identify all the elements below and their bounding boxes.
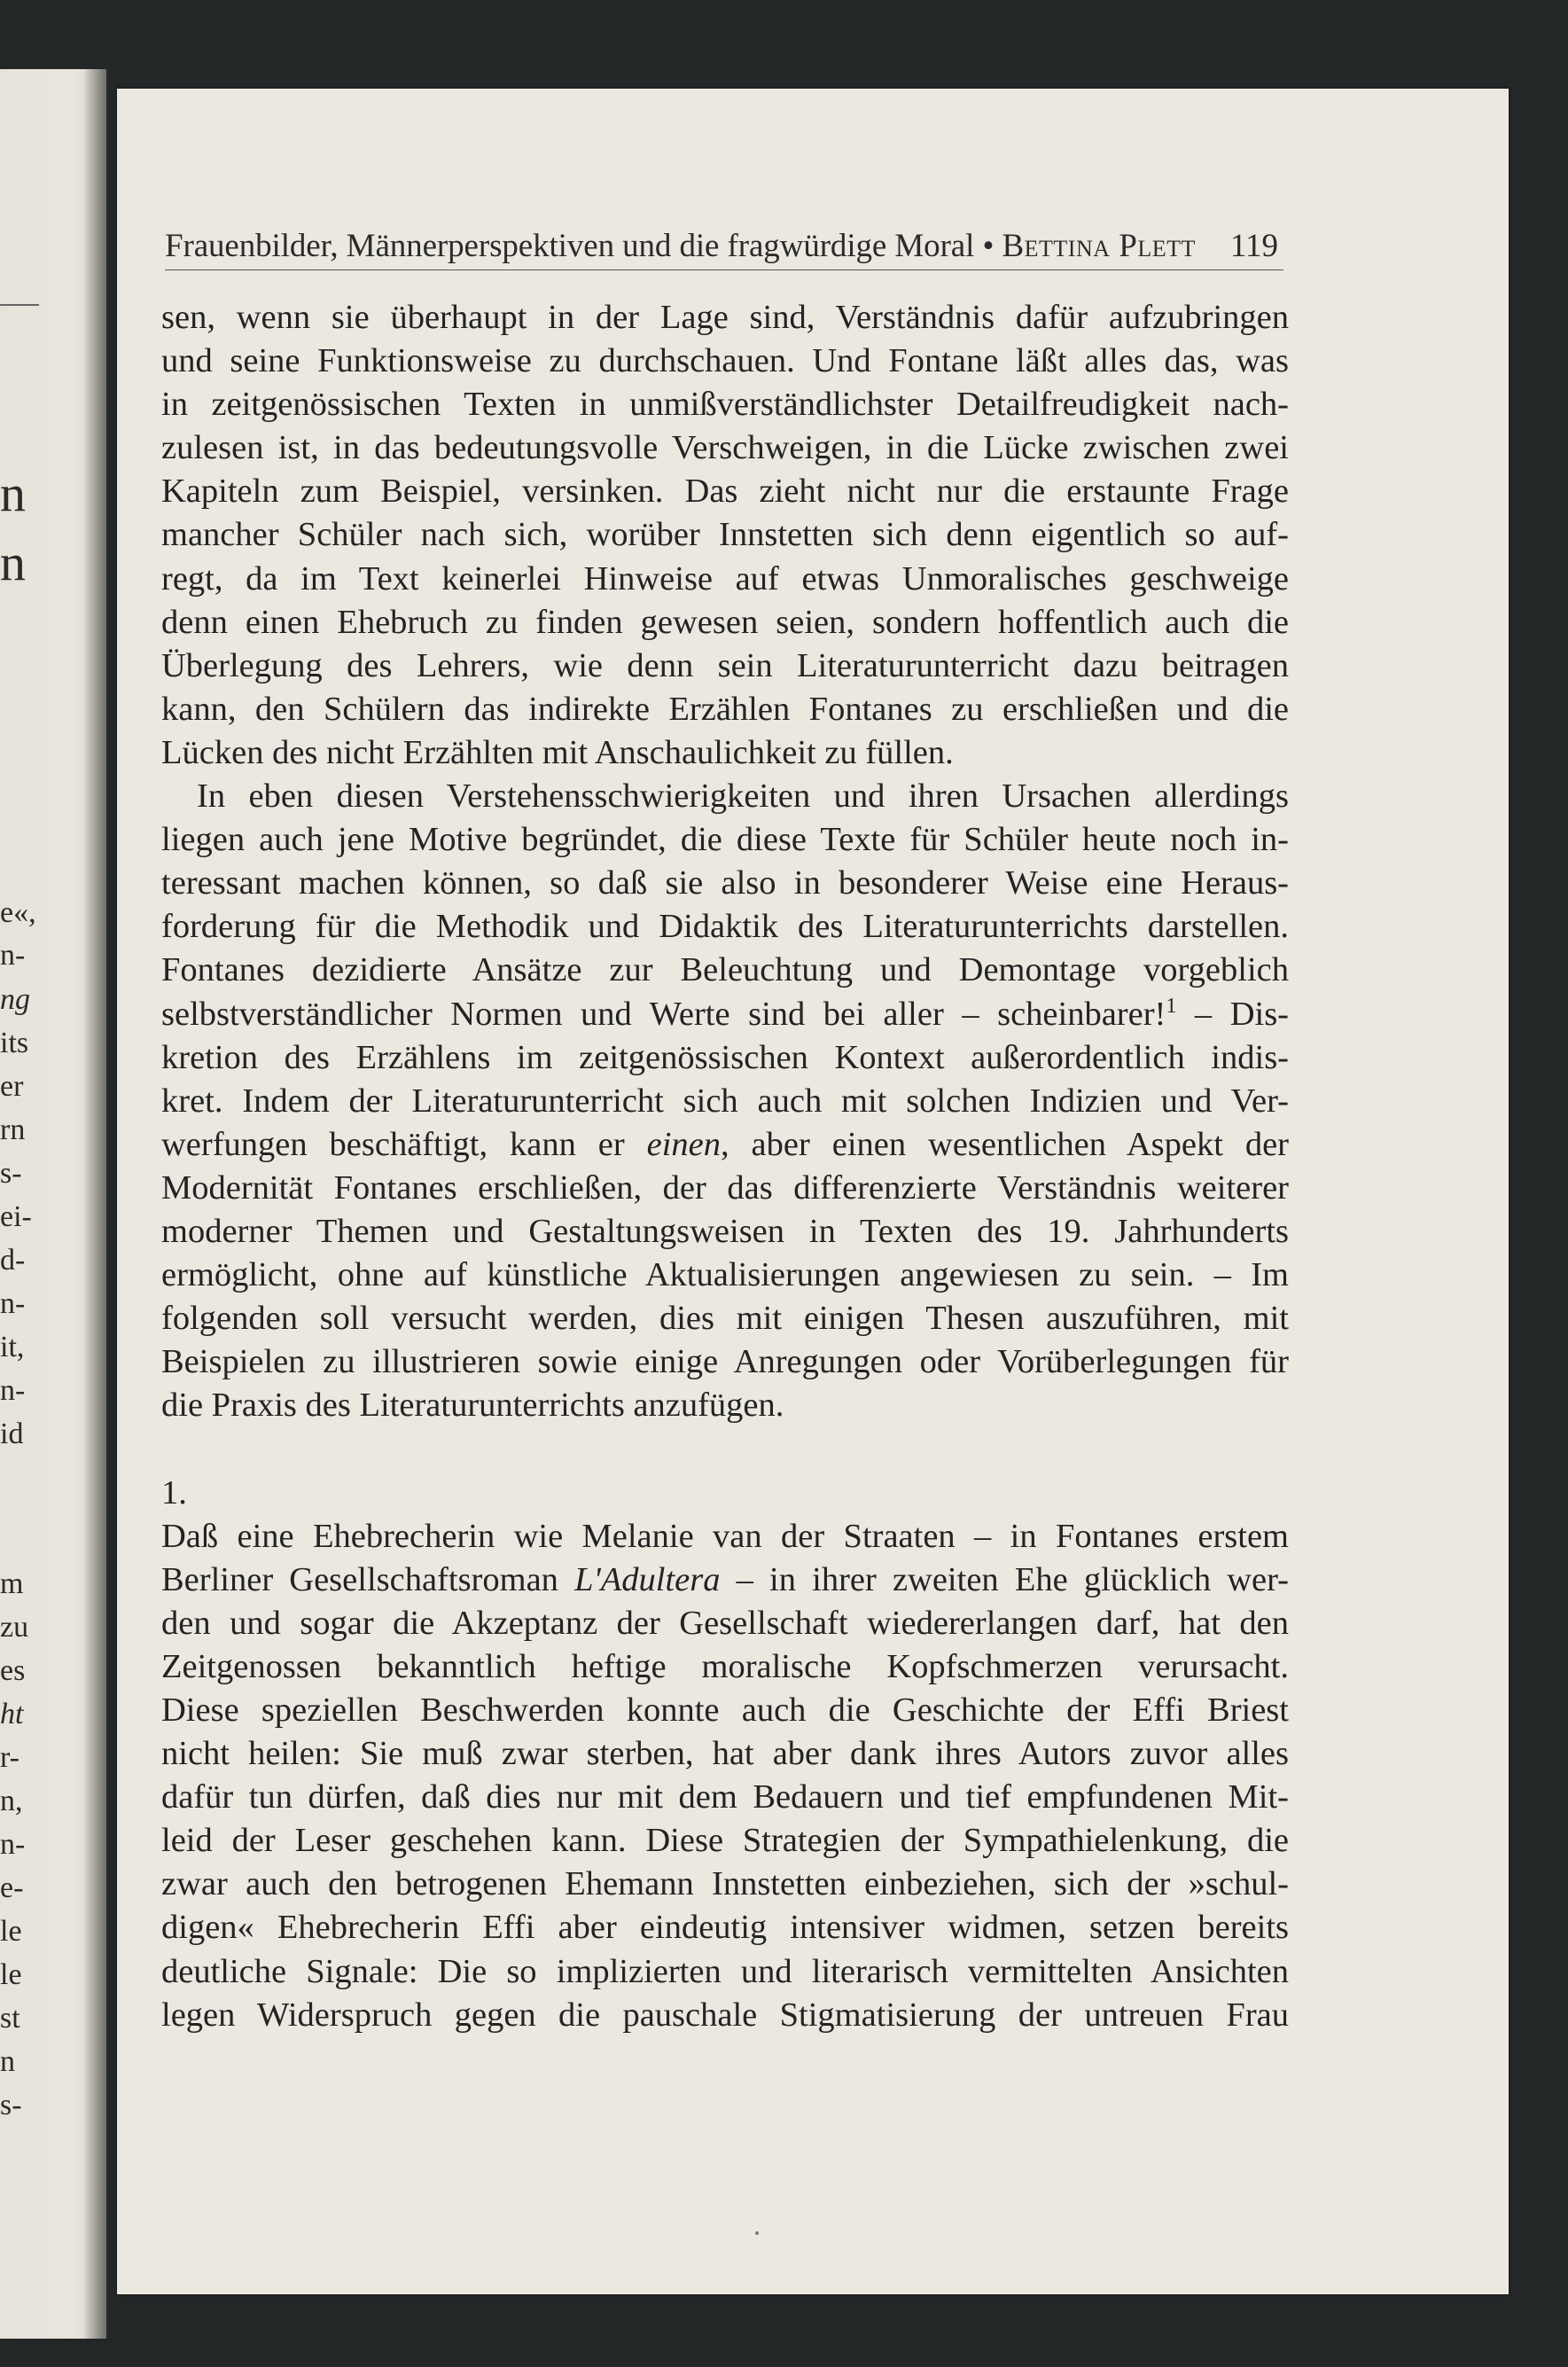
text-line: [161, 1123, 1289, 1167]
facing-page-fragment: n,: [0, 1785, 23, 1817]
text-line: kret. Indem der Literaturunterricht sich auch mit solchen Indizien und Ver-: [161, 1082, 1289, 1120]
body-text: [161, 296, 1289, 2037]
text-segment: – in ihrer zweiten Ehe glücklich wer-: [720, 1560, 1290, 1598]
text-line: In eben diesen Verstehensschwierigkeiten und ihren Ursachen allerdings: [197, 777, 1289, 816]
text-line: Modernität Fontanes erschließen, der das differenzierte Verständnis weiterer: [161, 1168, 1289, 1207]
facing-page-fragment: ht: [0, 1698, 24, 1730]
paragraph-2: [161, 775, 1289, 1427]
text-line: den und sogar die Akzeptanz der Gesellschaft wiedererlangen darf, hat den: [161, 1604, 1289, 1642]
text-line: [161, 1558, 1289, 1602]
footnote-marker[interactable]: 1: [1166, 994, 1177, 1018]
text-segment: – Dis-: [1176, 995, 1289, 1033]
facing-page-fragment: s-: [0, 1157, 22, 1190]
author-name: Bettina Plett: [1002, 228, 1196, 264]
facing-page-fragment: n-: [0, 939, 26, 972]
running-title: Frauenbilder, Männerperspektiven und die fragwürdige Moral: [165, 228, 975, 264]
facing-page-fragment: ei-: [0, 1200, 32, 1233]
text-line: in zeitgenössischen Texten in unmißverständlichster Detailfreudigkeit nach-: [161, 386, 1289, 424]
facing-page-fragment: its: [0, 1027, 29, 1059]
text-line: forderung für die Methodik und Didaktik des Literaturunterrichts darstellen.: [161, 908, 1289, 946]
text-line: folgenden soll versucht werden, dies mit einigen Thesen auszuführen, mit: [161, 1300, 1289, 1338]
paragraph-1: [161, 296, 1289, 775]
text-line: deutliche Signale: Die so implizierten und literarisch vermittelten Ansichten: [161, 1952, 1289, 1990]
text-line: Kapiteln zum Beispiel, versinken. Das zieht nicht nur die erstaunte Frage: [161, 473, 1289, 511]
text-line: [161, 993, 1289, 1036]
text-line: kretion des Erzählens im zeitgenössischen Kontext außerordentlich indis-: [161, 1038, 1289, 1076]
text-line: regt, da im Text keinerlei Hinweise auf etwas Unmoralisches geschweige: [161, 559, 1289, 598]
text-line: teressant machen können, so daß sie also in besonderer Weise eine Heraus-: [161, 864, 1289, 902]
text-line: dafür tun dürfen, daß dies nur mit dem Bedauern und tief empfundenen Mit-: [161, 1778, 1289, 1816]
text-segment: werfungen beschäftigt, kann er: [161, 1125, 647, 1163]
paragraph-3: [161, 1515, 1289, 2037]
facing-page-fragment: le: [0, 1958, 22, 1991]
text-line: und seine Funktionsweise zu durchschauen. Und Fontane läßt alles das, was: [161, 342, 1289, 380]
facing-page-fragment: es: [0, 1654, 26, 1687]
text-line: legen Widerspruch gegen die pauschale Stigmatisierung der untreuen Frau: [161, 1996, 1289, 2034]
text-line: digen« Ehebrecherin Effi aber eindeutig intensiver widmen, setzen bereits: [161, 1909, 1289, 1947]
text-line: die Praxis des Literaturunterrichts anzufügen.: [161, 1387, 784, 1425]
text-line: mancher Schüler nach sich, worüber Innstetten sich denn eigentlich so auf-: [161, 516, 1289, 554]
facing-page-fragment: zu: [0, 1611, 29, 1644]
facing-page-fragment: e«,: [0, 896, 36, 929]
paper-speck: [755, 2231, 759, 2235]
facing-page-rule: [0, 304, 39, 306]
facing-page-fragment: le: [0, 1915, 22, 1948]
facing-page-fragment: r-: [0, 1741, 20, 1774]
text-line: zwar auch den betrogenen Ehemann Innstetten einbeziehen, sich der »schul-: [161, 1865, 1289, 1903]
facing-page-fragment: st: [0, 2002, 20, 2035]
book-title-italic: L'Adultera: [574, 1560, 721, 1598]
italic-emphasis: einen: [646, 1125, 721, 1163]
header-separator: •: [982, 228, 995, 264]
facing-page-fragment: n: [0, 2045, 15, 2078]
text-line: nicht heilen: Sie muß zwar sterben, hat aber dank ihres Autors zuvor alles: [161, 1735, 1289, 1773]
text-line: zulesen ist, in das bedeutungsvolle Verschweigen, in die Lücke zwischen zwei: [161, 429, 1289, 467]
facing-page-fragment: id: [0, 1418, 24, 1450]
facing-page-fragment: n-: [0, 1287, 26, 1320]
text-line: ermöglicht, ohne auf künstliche Aktualisierungen angewiesen zu sein. – Im: [161, 1256, 1289, 1294]
text-line: Zeitgenossen bekanntlich heftige moralische Kopfschmerzen verursacht.: [161, 1647, 1289, 1685]
facing-page-fragment: d-: [0, 1244, 26, 1277]
facing-page-fragment: it,: [0, 1331, 25, 1363]
running-header-text: [165, 223, 1196, 270]
text-line: leid der Leser geschehen kann. Diese Strategien der Sympathielenkung, die: [161, 1822, 1289, 1860]
facing-page-fragment: n-: [0, 1374, 26, 1407]
section-spacer: [161, 1427, 1289, 1471]
book-page: [117, 89, 1509, 2294]
text-line: Fontanes dezidierte Ansätze zur Beleuchtung und Demontage vorgeblich: [161, 951, 1289, 989]
facing-page-fragment: m: [0, 1567, 24, 1600]
text-line: Überlegung des Lehrers, wie denn sein Literaturunterricht dazu beitragen: [161, 646, 1289, 684]
text-line: moderner Themen und Gestaltungsweisen in Texten des 19. Jahrhunderts: [161, 1212, 1289, 1250]
text-segment: Berliner Gesellschaftsroman: [161, 1560, 575, 1598]
text-line: Lücken des nicht Erzählten mit Anschaulichkeit zu füllen.: [161, 733, 954, 771]
text-line: Daß eine Ehebrecherin wie Melanie van der Straaten – in Fontanes erstem: [161, 1517, 1289, 1555]
text-segment: selbstverständlicher Normen und Werte sind bei aller – scheinbarer!: [161, 995, 1166, 1033]
facing-page-fragment: er: [0, 1070, 24, 1103]
text-line: Beispielen zu illustrieren sowie einige Anregungen oder Vorüberlegungen für: [161, 1343, 1289, 1381]
text-line: Diese speziellen Beschwerden konnte auch die Geschichte der Effi Briest: [161, 1691, 1289, 1729]
facing-page-fragment: ng: [0, 983, 30, 1016]
facing-page-fragment: n-: [0, 1828, 26, 1861]
text-line: liegen auch jene Motive begründet, die diese Texte für Schüler heute noch in-: [161, 821, 1289, 859]
text-line: sen, wenn sie überhaupt in der Lage sind, Verständnis dafür aufzubringen: [161, 299, 1289, 336]
running-header: [165, 223, 1283, 270]
text-segment: , aber einen wesentlichen Aspekt der: [721, 1125, 1289, 1163]
page-number: 119: [1229, 228, 1278, 264]
facing-page-fragment: n: [0, 465, 26, 522]
facing-page-fragment: rn: [0, 1113, 26, 1146]
facing-page-fragment: n: [0, 534, 26, 591]
facing-page-fragment: e-: [0, 1871, 24, 1904]
text-line: denn einen Ehebruch zu finden gewesen seien, sondern hoffentlich auch die: [161, 603, 1289, 641]
section-number: 1.: [161, 1473, 187, 1512]
facing-page-fragment: s-: [0, 2089, 22, 2121]
text-line: kann, den Schülern das indirekte Erzählen Fontanes zu erschließen und die: [161, 690, 1289, 728]
